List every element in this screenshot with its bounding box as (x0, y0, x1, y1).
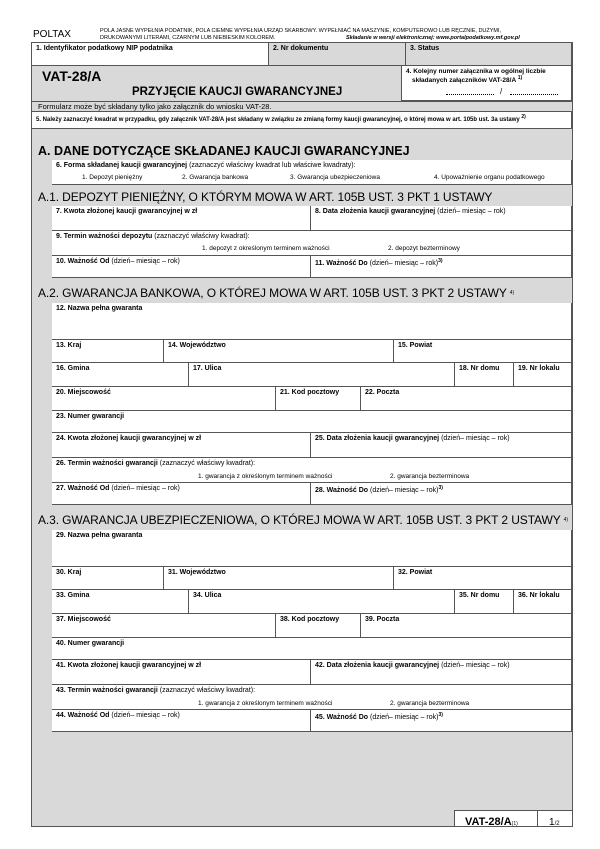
form-code: VAT-28/A (42, 68, 102, 84)
f22-field[interactable] (361, 387, 572, 411)
doc-number-label: 2. Nr dokumentu (273, 45, 329, 52)
f43-note: (zaznaczyć właściwy kwadrat): (159, 687, 256, 694)
f24-label: 24. Kwota złożonej kaucji gwarancyjnej w zł (56, 435, 202, 442)
slash: / (500, 87, 503, 96)
q6-field[interactable] (52, 160, 572, 185)
attachment-number-label: 4. Kolejny numer załącznika w ogólnej liczbie (406, 68, 546, 75)
q9-field[interactable] (52, 231, 572, 256)
footnote-4b: 4) (563, 517, 568, 523)
f14-field[interactable] (164, 340, 394, 363)
f43-field[interactable] (52, 685, 572, 710)
f37-field[interactable] (52, 614, 276, 638)
q8-label: 8. Data złożenia kaucji gwarancyjnej (315, 208, 436, 215)
footer-page: 1 (549, 817, 555, 828)
f21-field[interactable] (276, 387, 361, 411)
f29-label: 29. Nazwa pełna gwaranta (56, 532, 143, 539)
f27-label: 27. Ważność Od (56, 485, 110, 492)
instruction-line-2: DRUKOWANYMI LITERAMI, CZARNYM LUB NIEBIESKIM KOLOREM. (100, 35, 276, 41)
f39-label: 39. Poczta (365, 616, 400, 623)
f25-field[interactable] (311, 433, 572, 458)
q9-opt-2[interactable]: 2. depozyt bezterminowy (388, 245, 460, 252)
f28-label: 28. Ważność Do (315, 487, 369, 494)
q9-note: (zaznaczyć właściwy kwadrat): (154, 233, 250, 240)
q8-field[interactable] (311, 206, 572, 231)
f44-field[interactable] (52, 710, 311, 732)
attachment-number-label-2: składanych załączników VAT-28/A (412, 77, 516, 84)
f40-field[interactable] (52, 638, 572, 660)
f43-opt-1[interactable]: 1. gwarancja z określonym terminem ważności (198, 700, 333, 707)
q7-field[interactable] (52, 206, 311, 231)
footer-page-total: /2 (554, 821, 560, 827)
f15-field[interactable] (394, 340, 572, 363)
poltax-label: POLTAX (33, 29, 71, 40)
form-note: Formularz może być składany tylko jako załącznik do wniosku VAT-28. (38, 102, 272, 111)
q5-label: 5. Należy zaznaczyć kwadrat w przypadku, gdy załącznik VAT-28/A jest składany w związku ze zmianą formy kaucji gwarancyjnej, o której mowa w art. 105b ust. 3a ustawy (36, 117, 520, 123)
q6-opt-4[interactable]: 4. Upoważnienie organu podatkowego (434, 174, 545, 181)
section-a3-title (38, 513, 568, 527)
f20-label: 20. Miejscowość (56, 389, 111, 396)
footnote-3b: 3) (438, 485, 443, 491)
f23-label: 23. Numer gwarancji (56, 413, 125, 420)
f29-field[interactable] (52, 530, 572, 567)
f38-field[interactable] (276, 614, 361, 638)
f13-field[interactable] (52, 340, 164, 363)
f42-note: (dzień– miesiąc – rok) (441, 662, 510, 669)
status-label: 3. Status (410, 45, 440, 52)
section-a1-title: A.1. DEPOZYT PIENIĘŻNY, O KTÓRYM MOWA W ART. 105B UST. 3 PKT 1 USTAWY (38, 190, 493, 204)
f36-label: 36. Nr lokalu (518, 592, 560, 599)
status-field[interactable] (406, 43, 572, 66)
f26-label: 26. Termin ważności gwarancji (56, 460, 158, 467)
f40-label: 40. Numer gwarancji (56, 640, 125, 647)
f28-note: (dzień– miesiąc – rok) (369, 487, 439, 494)
footer-form-code: VAT-28/A (465, 816, 512, 828)
q7-label: 7. Kwota złożonej kaucji gwarancyjnej w zł (56, 208, 198, 215)
f23-field[interactable] (52, 411, 572, 433)
f26-note: (zaznaczyć właściwy kwadrat): (159, 460, 256, 467)
f12-label: 12. Nazwa pełna gwaranta (56, 305, 143, 312)
f20-field[interactable] (52, 387, 276, 411)
f35-field[interactable] (455, 590, 514, 614)
f26-field[interactable] (52, 458, 572, 483)
footer-box (454, 810, 572, 826)
f33-label: 33. Gmina (56, 592, 90, 599)
f17-field[interactable] (189, 363, 455, 387)
f16-label: 16. Gmina (56, 365, 90, 372)
f26-opt-1[interactable]: 1. gwarancja z określonym terminem ważności (198, 473, 333, 480)
q10-label: 10. Ważność Od (56, 258, 110, 265)
f43-label: 43. Termin ważności gwarancji (56, 687, 158, 694)
footnote-3: 3) (438, 258, 443, 264)
footnote-1: 1) (517, 75, 523, 81)
nip-field[interactable] (32, 43, 269, 66)
f12-field[interactable] (52, 303, 572, 340)
electronic-link[interactable]: Składanie w wersji elektronicznej: www.portalpodatkowy.mf.gov.pl (346, 35, 520, 41)
f38-label: 38. Kod pocztowy (280, 616, 340, 623)
q6-opt-2[interactable]: 2. Gwarancja bankowa (182, 174, 249, 181)
f28-field[interactable] (311, 483, 572, 505)
f39-field[interactable] (361, 614, 572, 638)
section-a3-title-text: A.3. GWARANCJA UBEZPIECZENIOWA, O KTÓREJ MOWA W ART. 105B UST. 3 PKT 2 USTAWY (38, 513, 561, 527)
f30-field[interactable] (52, 567, 164, 590)
f30-label: 30. Kraj (56, 569, 82, 576)
q6-note: (zaznaczyć właściwy kwadrat lub właściwe kwadraty): (189, 162, 356, 169)
f32-label: 32. Powiat (398, 569, 433, 576)
f44-note: (dzień– miesiąc – rok) (111, 712, 180, 719)
f19-label: 19. Nr lokalu (518, 365, 560, 372)
f34-field[interactable] (189, 590, 455, 614)
q11-label: 11. Ważność Do (315, 260, 368, 267)
f26-opt-2[interactable]: 2. gwarancja bezterminowa (390, 473, 470, 480)
f27-note: (dzień– miesiąc – rok) (111, 485, 180, 492)
q10-field[interactable] (52, 256, 311, 278)
f44-label: 44. Ważność Od (56, 712, 110, 719)
f19-field[interactable] (514, 363, 572, 387)
nip-label: 1. Identyfikator podatkowy NIP podatnika (36, 45, 173, 52)
q6-opt-3[interactable]: 3. Gwarancja ubezpieczeniowa (290, 174, 380, 181)
f15-label: 15. Powiat (398, 342, 433, 349)
f18-field[interactable] (455, 363, 514, 387)
q6-label: 6. Forma składanej kaucji gwarancyjnej (56, 162, 188, 169)
footnote-2: 2) (521, 114, 526, 120)
f42-label: 42. Data złożenia kaucji gwarancyjnej (315, 662, 440, 669)
instruction-line-1: POLA JASNE WYPEŁNIA PODATNIK, POLA CIEMNE WYPEŁNIA URZĄD SKARBOWY. WYPEŁNIAĆ NA MASZYNIE, KOMPUTEROWO LUB RĘCZNIE, DUŻYMI, (100, 28, 502, 34)
form-title: PRZYJĘCIE KAUCJI GWARANCYJNEJ (132, 86, 343, 98)
f35-label: 35. Nr domu (459, 592, 500, 599)
q11-note: (dzień– miesiąc – rok) (369, 260, 439, 267)
footnote-4: 4) (509, 290, 515, 296)
f43-opt-2[interactable]: 2. gwarancja bezterminowa (390, 700, 470, 707)
f36-field[interactable] (514, 590, 572, 614)
f37-label: 37. Miejscowość (56, 616, 111, 623)
f25-note: (dzień– miesiąc – rok) (441, 435, 510, 442)
footnote-3c: 3) (438, 712, 443, 718)
section-a-title: A. DANE DOTYCZĄCE SKŁADANEJ KAUCJI GWARANCYJNEJ (38, 144, 410, 158)
f31-label: 31. Województwo (168, 569, 226, 576)
f27-field[interactable] (52, 483, 311, 505)
f45-field[interactable] (311, 710, 572, 732)
q11-field[interactable] (311, 256, 572, 278)
f45-note: (dzień– miesiąc – rok) (369, 714, 439, 721)
section-a2-title (38, 286, 514, 300)
f25-label: 25. Data złożenia kaucji gwarancyjnej (315, 435, 440, 442)
q8-note: (dzień– miesiąc – rok) (437, 208, 506, 215)
f41-field[interactable] (52, 660, 311, 685)
section-a2-title-text: A.2. GWARANCJA BANKOWA, O KTÓREJ MOWA W ART. 105B UST. 3 PKT 2 USTAWY (38, 286, 507, 300)
q9-opt-1[interactable]: 1. depozyt z określonym terminem ważności (202, 245, 330, 252)
doc-number-field[interactable] (269, 43, 406, 66)
f22-label: 22. Poczta (365, 389, 400, 396)
q6-opt-1[interactable]: 1. Depozyt pieniężny (82, 174, 143, 181)
f45-label: 45. Ważność Do (315, 714, 369, 721)
f33-field[interactable] (52, 590, 189, 614)
f16-field[interactable] (52, 363, 189, 387)
f32-field[interactable] (394, 567, 572, 590)
footer-version: (1) (511, 821, 518, 827)
attachment-number-field[interactable] (401, 66, 572, 101)
f34-label: 34. Ulica (193, 592, 222, 599)
f41-label: 41. Kwota złożonej kaucji gwarancyjnej w zł (56, 662, 202, 669)
f18-label: 18. Nr domu (459, 365, 500, 372)
f24-field[interactable] (52, 433, 311, 458)
f17-label: 17. Ulica (193, 365, 222, 372)
q9-label: 9. Termin ważności depozytu (56, 233, 153, 240)
f13-label: 13. Kraj (56, 342, 82, 349)
f14-label: 14. Województwo (168, 342, 226, 349)
q5-field[interactable] (32, 111, 572, 129)
f42-field[interactable] (311, 660, 572, 685)
f21-label: 21. Kod pocztowy (280, 389, 340, 396)
f31-field[interactable] (164, 567, 394, 590)
q10-note: (dzień– miesiąc – rok) (111, 258, 180, 265)
